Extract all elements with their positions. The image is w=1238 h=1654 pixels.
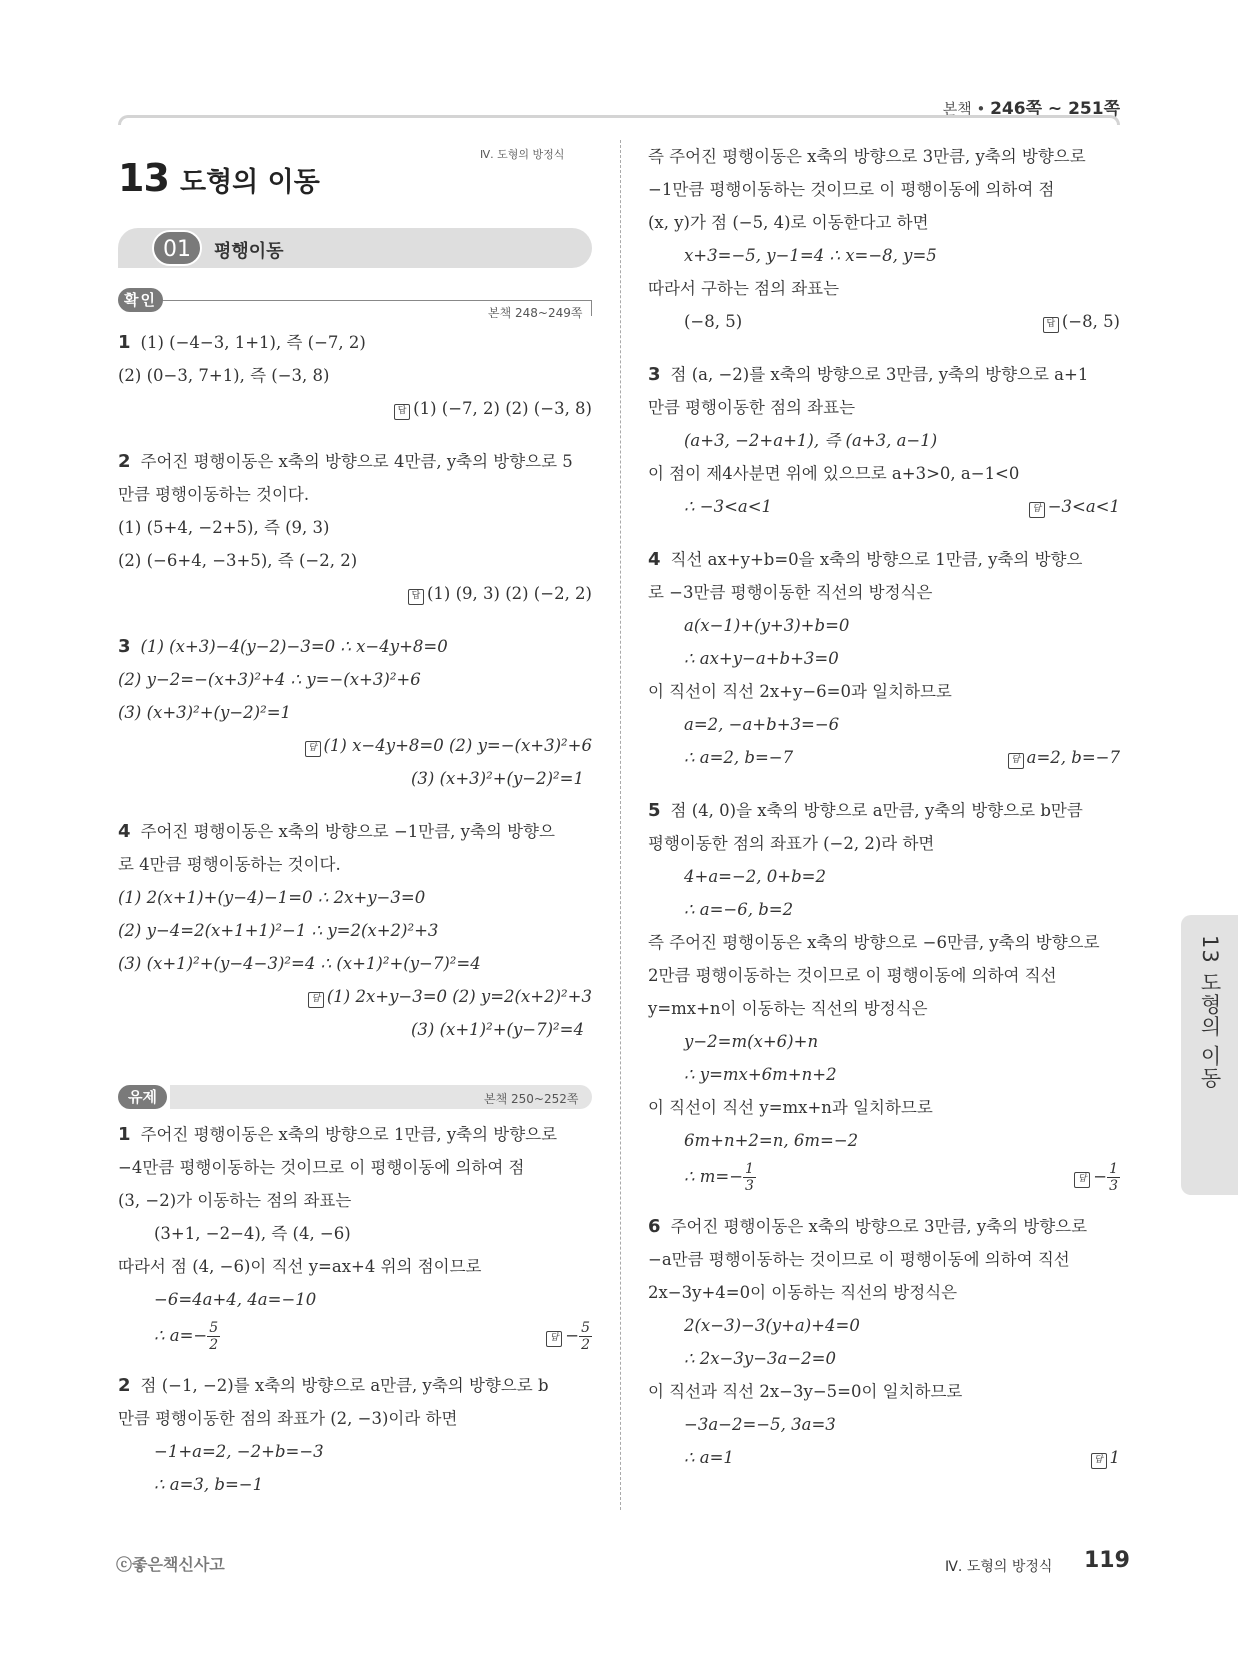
answer-icon: 답 [1091, 1453, 1107, 1469]
answer-line: 답 1 [1091, 1441, 1121, 1474]
solution-line: 2 주어진 평행이동은 x축의 방향으로 4만큼, y축의 방향으로 5 [118, 451, 573, 472]
problem-number: 2 [118, 1375, 131, 1396]
solution-line: ∴ y=mx+6m+n+2 [684, 1065, 837, 1084]
solution-line: (3) (x+3)²+(y−2)²=1 [118, 703, 292, 722]
solution-line: ∴ a=− $\frac{5}{2}$ 답 − $\frac{5}{2}$ [118, 1316, 592, 1349]
problem-number: 2 [118, 451, 131, 472]
solution-line: y=mx+n이 이동하는 직선의 방정식은 [648, 999, 928, 1018]
chapter-unit: Ⅳ. 도형의 방정식 [480, 148, 565, 161]
answer-line: 답 − $\frac{1}{3}$ [1074, 1157, 1120, 1197]
solution-line: ∴ a=2, b=−7 답 a=2, b=−7 [648, 741, 1120, 774]
fraction: $\frac{1}{3}$ [1109, 1161, 1118, 1194]
solution-line: 이 직선이 직선 2x+y−6=0과 일치하므로 [648, 682, 952, 701]
solution-line: (2) y−4=2(x+1+1)²−1 ∴ y=2(x+2)²+3 [118, 921, 439, 940]
solution-line: ∴ ax+y−a+b+3=0 [684, 649, 839, 668]
answer-icon: 답 [394, 404, 410, 420]
solution-line: 즉 주어진 평행이동은 x축의 방향으로 −6만큼, y축의 방향으로 [648, 933, 1100, 952]
chapter-side-tab [1181, 915, 1238, 1195]
solution-line: 즉 주어진 평행이동은 x축의 방향으로 3만큼, y축의 방향으로 [648, 147, 1086, 166]
solution-line: 1 (1) (−4−3, 1+1), 즉 (−7, 2) [118, 332, 366, 353]
check-badge: 확인 [118, 288, 163, 312]
page-range: 246쪽 ~ 251쪽 [990, 99, 1120, 119]
publisher-logo: ⓒ좋은책신사고 [116, 1555, 225, 1574]
solution-line: 4 직선 ax+y+b=0을 x축의 방향으로 1만큼, y축의 방향으 [648, 549, 1083, 570]
solution-line: 2만큼 평행이동하는 것이므로 이 평행이동에 의하여 직선 [648, 966, 1057, 985]
answer-icon: 답 [1043, 317, 1059, 333]
problem-number: 5 [648, 800, 661, 821]
answer-line: 답 (−8, 5) [1043, 305, 1120, 338]
chapter-number: 13 [118, 156, 169, 200]
answer-line: 답 (1) 2x+y−3=0 (2) y=2(x+2)²+3 [118, 980, 592, 1013]
solution-line: (2) y−2=−(x+3)²+4 ∴ y=−(x+3)²+6 [118, 670, 421, 689]
problem-number: 1 [118, 332, 131, 353]
solution-line: 만큼 평행이동하는 것이다. [118, 485, 310, 504]
answer-icon: 답 [305, 741, 321, 757]
answer-icon: 답 [1008, 753, 1024, 769]
solution-line: y−2=m(x+6)+n [684, 1032, 819, 1051]
solution-line: 평행이동한 점의 좌표가 (−2, 2)라 하면 [648, 834, 935, 853]
answer-line: 답 (1) (9, 3) (2) (−2, 2) [118, 577, 592, 610]
answer-icon: 답 [308, 992, 324, 1008]
solution-line: (1) 2(x+1)+(y−4)−1=0 ∴ 2x+y−3=0 [118, 888, 426, 907]
section-title: 평행이동 [214, 241, 284, 262]
answer-line: (3) (x+1)²+(y−7)²=4 [410, 1020, 584, 1039]
book-label: 본책 [942, 100, 972, 118]
practice-solutions-right [648, 140, 1120, 1474]
answer-icon: 답 [546, 1331, 562, 1347]
solution-line: 만큼 평행이동한 점의 좌표는 [648, 398, 856, 417]
problem-number: 6 [648, 1216, 661, 1237]
practice-badge: 유제 [118, 1085, 167, 1109]
solution-line: ∴ a=−6, b=2 [684, 900, 794, 919]
solution-line: (3) (x+1)²+(y−4−3)²=4 ∴ (x+1)²+(y−7)²=4 [118, 954, 481, 973]
section-banner [118, 228, 592, 268]
problem-number: 3 [648, 364, 661, 385]
solution-line: 4 주어진 평행이동은 x축의 방향으로 −1만큼, y축의 방향으 [118, 821, 555, 842]
solution-line: 6 주어진 평행이동은 x축의 방향으로 3만큼, y축의 방향으로 [648, 1216, 1088, 1237]
answer-line: 답 (1) (−7, 2) (2) (−3, 8) [118, 392, 592, 425]
fraction: $\frac{1}{3}$ [745, 1161, 754, 1194]
side-tab-label: 13 도형의 이동 [1198, 935, 1222, 1090]
answer-line: (3) (x+3)²+(y−2)²=1 [410, 769, 584, 788]
answer-line: 답 a=2, b=−7 [1008, 741, 1120, 774]
solution-line: (1) (5+4, −2+5), 즉 (9, 3) [118, 518, 330, 537]
answer-line: 답 − $\frac{5}{2}$ [546, 1316, 592, 1356]
solution-line: 2x−3y+4=0이 이동하는 직선의 방정식은 [648, 1283, 958, 1302]
solution-line: 2 점 (−1, −2)를 x축의 방향으로 a만큼, y축의 방향으로 b [118, 1375, 549, 1396]
practice-solutions-left [118, 1118, 592, 1501]
solution-line: 따라서 점 (4, −6)이 직선 y=ax+4 위의 점이므로 [118, 1257, 482, 1276]
practice-reference: 본책 250~252쪽 [484, 1092, 579, 1106]
page-number: 119 [1084, 1548, 1130, 1573]
solution-line: 이 점이 제4사분면 위에 있으므로 a+3>0, a−1<0 [648, 464, 1020, 483]
solution-line: a(x−1)+(y+3)+b=0 [684, 616, 850, 635]
answer-icon: 답 [408, 589, 424, 605]
solution-line: 이 직선이 직선 y=mx+n과 일치하므로 [648, 1098, 933, 1117]
solution-line: ∴ m=− $\frac{1}{3}$ 답 − $\frac{1}{3}$ [648, 1157, 1120, 1190]
footer-unit: Ⅳ. 도형의 방정식 [945, 1559, 1053, 1575]
solution-line: (−8, 5) 답 (−8, 5) [648, 305, 1120, 338]
solution-line: 1 주어진 평행이동은 x축의 방향으로 1만큼, y축의 방향으로 [118, 1124, 558, 1145]
solution-line: ∴ −3<a<1 답 −3<a<1 [648, 490, 1120, 523]
solution-line: 로 −3만큼 평행이동한 직선의 방정식은 [648, 583, 933, 602]
fraction: $\frac{5}{2}$ [581, 1320, 590, 1353]
solution-line: −a만큼 평행이동하는 것이므로 이 평행이동에 의하여 직선 [648, 1250, 1070, 1269]
solution-line: (x, y)가 점 (−5, 4)로 이동한다고 하면 [648, 213, 929, 232]
solution-line: 3 (1) (x+3)−4(y−2)−3=0 ∴ x−4y+8=0 [118, 636, 448, 657]
solution-line: (a+3, −2+a+1), 즉 (a+3, a−1) [684, 431, 938, 450]
solution-line: 6m+n+2=n, 6m=−2 [684, 1131, 859, 1150]
solution-line: 4+a=−2, 0+b=2 [684, 867, 827, 886]
check-reference: 본책 248~249쪽 [488, 306, 583, 320]
solution-line: 이 직선과 직선 2x−3y−5=0이 일치하므로 [648, 1382, 963, 1401]
solution-line: ∴ a=1 답 1 [648, 1441, 1120, 1474]
solution-line: (3+1, −2−4), 즉 (4, −6) [154, 1224, 351, 1243]
solution-line: 5 점 (4, 0)을 x축의 방향으로 a만큼, y축의 방향으로 b만큼 [648, 800, 1083, 821]
solution-line: (2) (−6+4, −3+5), 즉 (−2, 2) [118, 551, 358, 570]
chapter-name: 도형의 이동 [179, 167, 320, 198]
problem-number: 1 [118, 1124, 131, 1145]
section-number: 01 [152, 230, 202, 266]
solution-line: (2) (0−3, 7+1), 즉 (−3, 8) [118, 366, 330, 385]
chapter-title [118, 156, 320, 200]
solution-line: a=2, −a+b+3=−6 [684, 715, 840, 734]
solution-line: 2(x−3)−3(y+a)+4=0 [684, 1316, 860, 1335]
answer-line: 답 −3<a<1 [1029, 490, 1120, 523]
solution-line: −3a−2=−5, 3a=3 [684, 1415, 836, 1434]
check-solutions [118, 326, 592, 1046]
problem-number: 4 [648, 549, 661, 570]
header-rule [118, 115, 1120, 125]
problem-number: 3 [118, 636, 131, 657]
solution-line: 3 점 (a, −2)를 x축의 방향으로 3만큼, y축의 방향으로 a+1 [648, 364, 1089, 385]
solution-line: ∴ a=3, b=−1 [154, 1475, 264, 1494]
solution-line: −1+a=2, −2+b=−3 [154, 1442, 324, 1461]
solution-line: 로 4만큼 평행이동하는 것이다. [118, 855, 341, 874]
answer-icon: 답 [1029, 502, 1045, 518]
solution-line: −6=4a+4, 4a=−10 [154, 1290, 317, 1309]
answer-line: 답 (1) x−4y+8=0 (2) y=−(x+3)²+6 [118, 729, 592, 762]
bullet-icon: • [976, 100, 991, 118]
fraction: $\frac{5}{2}$ [209, 1320, 219, 1353]
column-divider [620, 140, 621, 1510]
answer-icon: 답 [1074, 1172, 1090, 1188]
solution-line: −4만큼 평행이동하는 것이므로 이 평행이동에 의하여 점 [118, 1158, 525, 1177]
solution-line: (3, −2)가 이동하는 점의 좌표는 [118, 1191, 352, 1210]
solution-line: 따라서 구하는 점의 좌표는 [648, 279, 840, 298]
solution-line: x+3=−5, y−1=4 ∴ x=−8, y=5 [684, 246, 937, 265]
solution-line: 만큼 평행이동한 점의 좌표가 (2, −3)이라 하면 [118, 1409, 458, 1428]
solution-line: −1만큼 평행이동하는 것이므로 이 평행이동에 의하여 점 [648, 180, 1055, 199]
problem-number: 4 [118, 821, 131, 842]
solution-line: ∴ 2x−3y−3a−2=0 [684, 1349, 836, 1368]
